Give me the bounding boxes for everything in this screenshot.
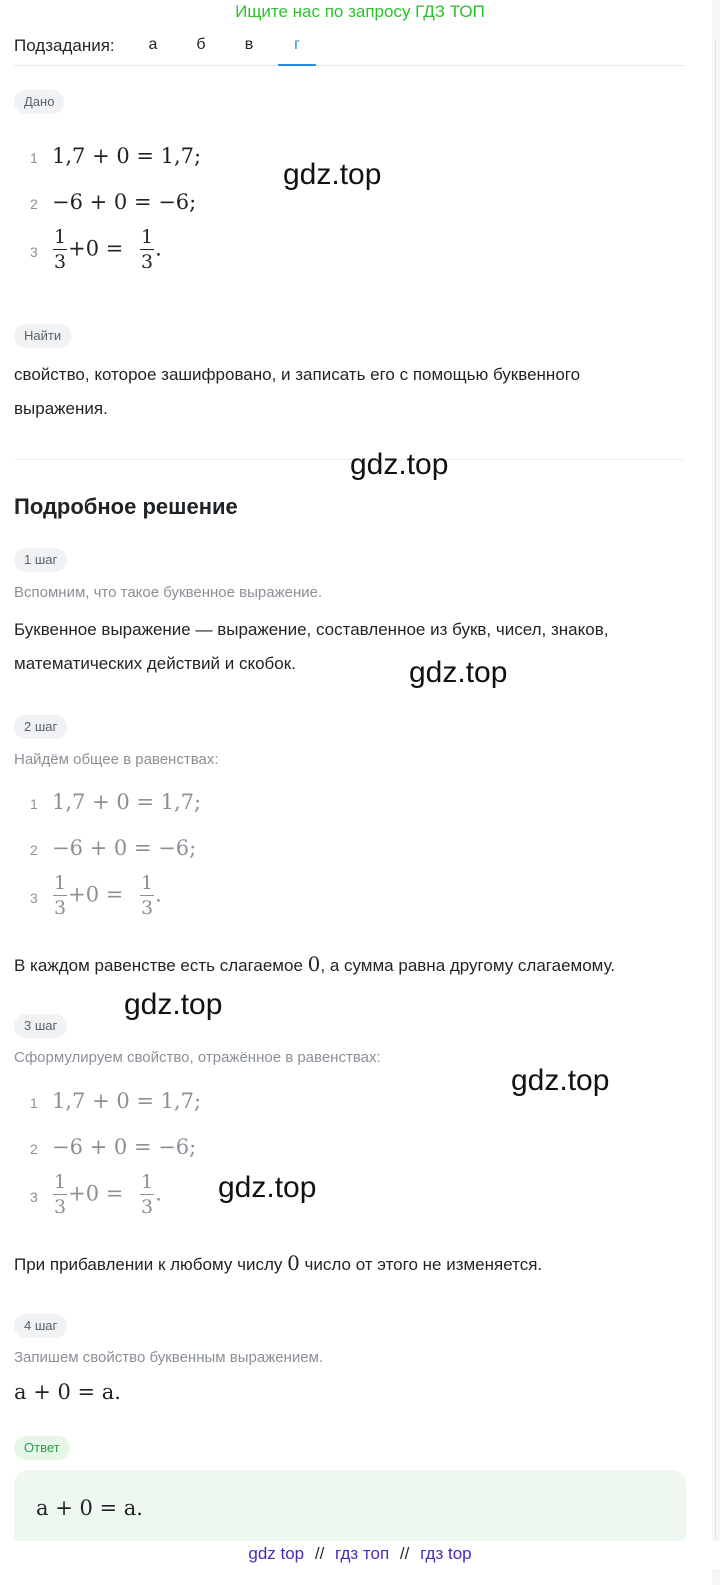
- footer-separator: //: [314, 1544, 325, 1563]
- answer-expression: a + 0 = a.: [36, 1496, 143, 1520]
- equation-number: 1: [30, 1095, 38, 1111]
- equation: −6 + 0 = −6;: [52, 190, 197, 214]
- fraction: $\frac{1}{3}$: [141, 226, 154, 273]
- step1-chip: 1 шаг: [14, 548, 67, 572]
- fraction: $\frac{1}{3}$: [54, 872, 67, 919]
- footer-link[interactable]: gdz top: [248, 1544, 305, 1563]
- step1-text-line: математических действий и скобок.: [14, 654, 296, 673]
- equation: 1,7 + 0 = 1,7;: [52, 790, 202, 814]
- fraction: $\frac{1}{3}$: [141, 872, 154, 919]
- footer-link[interactable]: гдз топ: [335, 1544, 390, 1563]
- equation-number: 3: [30, 890, 38, 906]
- watermark: gdz.top: [409, 656, 508, 689]
- equation-number: 2: [30, 842, 38, 858]
- equation: $\frac{1}{3}$ +0 = $\frac{1}{3}$ .: [54, 1171, 162, 1218]
- footer-links: [0, 1541, 720, 1569]
- footer-separator: //: [399, 1544, 410, 1563]
- step3-hint: Сформулируем свойство, отражённое в равенствах:: [14, 1049, 381, 1066]
- equation-number: 3: [30, 1189, 38, 1205]
- promo-banner: Ищите нас по запросу ГДЗ ТОП: [235, 2, 485, 21]
- solution-heading: Подробное решение: [14, 494, 238, 519]
- watermark: gdz.top: [218, 1171, 317, 1204]
- find-text-line: свойство, которое зашифровано, и записать его с помощью буквенного: [14, 365, 581, 384]
- step3-conclusion: При прибавлении к любому числу 0 число от этого не изменяется.: [14, 1251, 543, 1275]
- equation: −6 + 0 = −6;: [52, 836, 197, 860]
- fraction: $\frac{1}{3}$: [141, 1171, 154, 1218]
- step2-chip: 2 шаг: [14, 715, 67, 739]
- step4-hint: Запишем свойство буквенным выражением.: [14, 1349, 324, 1366]
- footer-link[interactable]: гдз top: [420, 1544, 472, 1563]
- step2-conclusion: В каждом равенстве есть слагаемое 0, а сумма равна другому слагаемому.: [14, 952, 616, 976]
- find-text-line: выражения.: [14, 399, 108, 418]
- answer-chip: Ответ: [14, 1436, 70, 1460]
- find-chip: Найти: [14, 324, 71, 348]
- watermark: gdz.top: [124, 988, 223, 1021]
- equation-number: 2: [30, 196, 38, 212]
- equation-number: 2: [30, 1141, 38, 1157]
- answer-box: [14, 1470, 686, 1550]
- fraction: $\frac{1}{3}$: [54, 1171, 67, 1218]
- tab-b[interactable]: б: [196, 36, 206, 53]
- step3-chip: 3 шаг: [14, 1014, 67, 1038]
- step4-chip: 4 шаг: [14, 1314, 67, 1338]
- watermark: gdz.top: [511, 1064, 610, 1097]
- equation: $\frac{1}{3}$ +0 = $\frac{1}{3}$ .: [54, 226, 162, 273]
- step1-hint: Вспомним, что такое буквенное выражение.: [14, 584, 323, 601]
- subtasks-label: Подзадания:: [14, 36, 115, 55]
- tab-v[interactable]: в: [244, 36, 254, 53]
- step2-hint: Найдём общее в равенствах:: [14, 751, 219, 768]
- step4-expression: a + 0 = a.: [14, 1380, 121, 1404]
- tab-a[interactable]: а: [148, 36, 158, 53]
- fraction: $\frac{1}{3}$: [54, 226, 67, 273]
- scrollbar-track: [715, 40, 716, 1540]
- equation: $\frac{1}{3}$ +0 = $\frac{1}{3}$ .: [54, 872, 162, 919]
- given-chip: Дано: [14, 90, 64, 114]
- scrollbar[interactable]: [712, 0, 720, 1585]
- watermark: gdz.top: [350, 448, 449, 481]
- step1-text-line: Буквенное выражение — выражение, составленное из букв, чисел, знаков,: [14, 620, 609, 639]
- equation: −6 + 0 = −6;: [52, 1135, 197, 1159]
- tab-g[interactable]: г: [278, 36, 316, 66]
- equation-number: 1: [30, 796, 38, 812]
- equation: 1,7 + 0 = 1,7;: [52, 1089, 202, 1113]
- subtasks-bar: [14, 34, 684, 66]
- watermark: gdz.top: [283, 158, 382, 191]
- equation-number: 1: [30, 150, 38, 166]
- divider: [14, 459, 684, 460]
- equation-number: 3: [30, 244, 38, 260]
- equation: 1,7 + 0 = 1,7;: [52, 144, 202, 168]
